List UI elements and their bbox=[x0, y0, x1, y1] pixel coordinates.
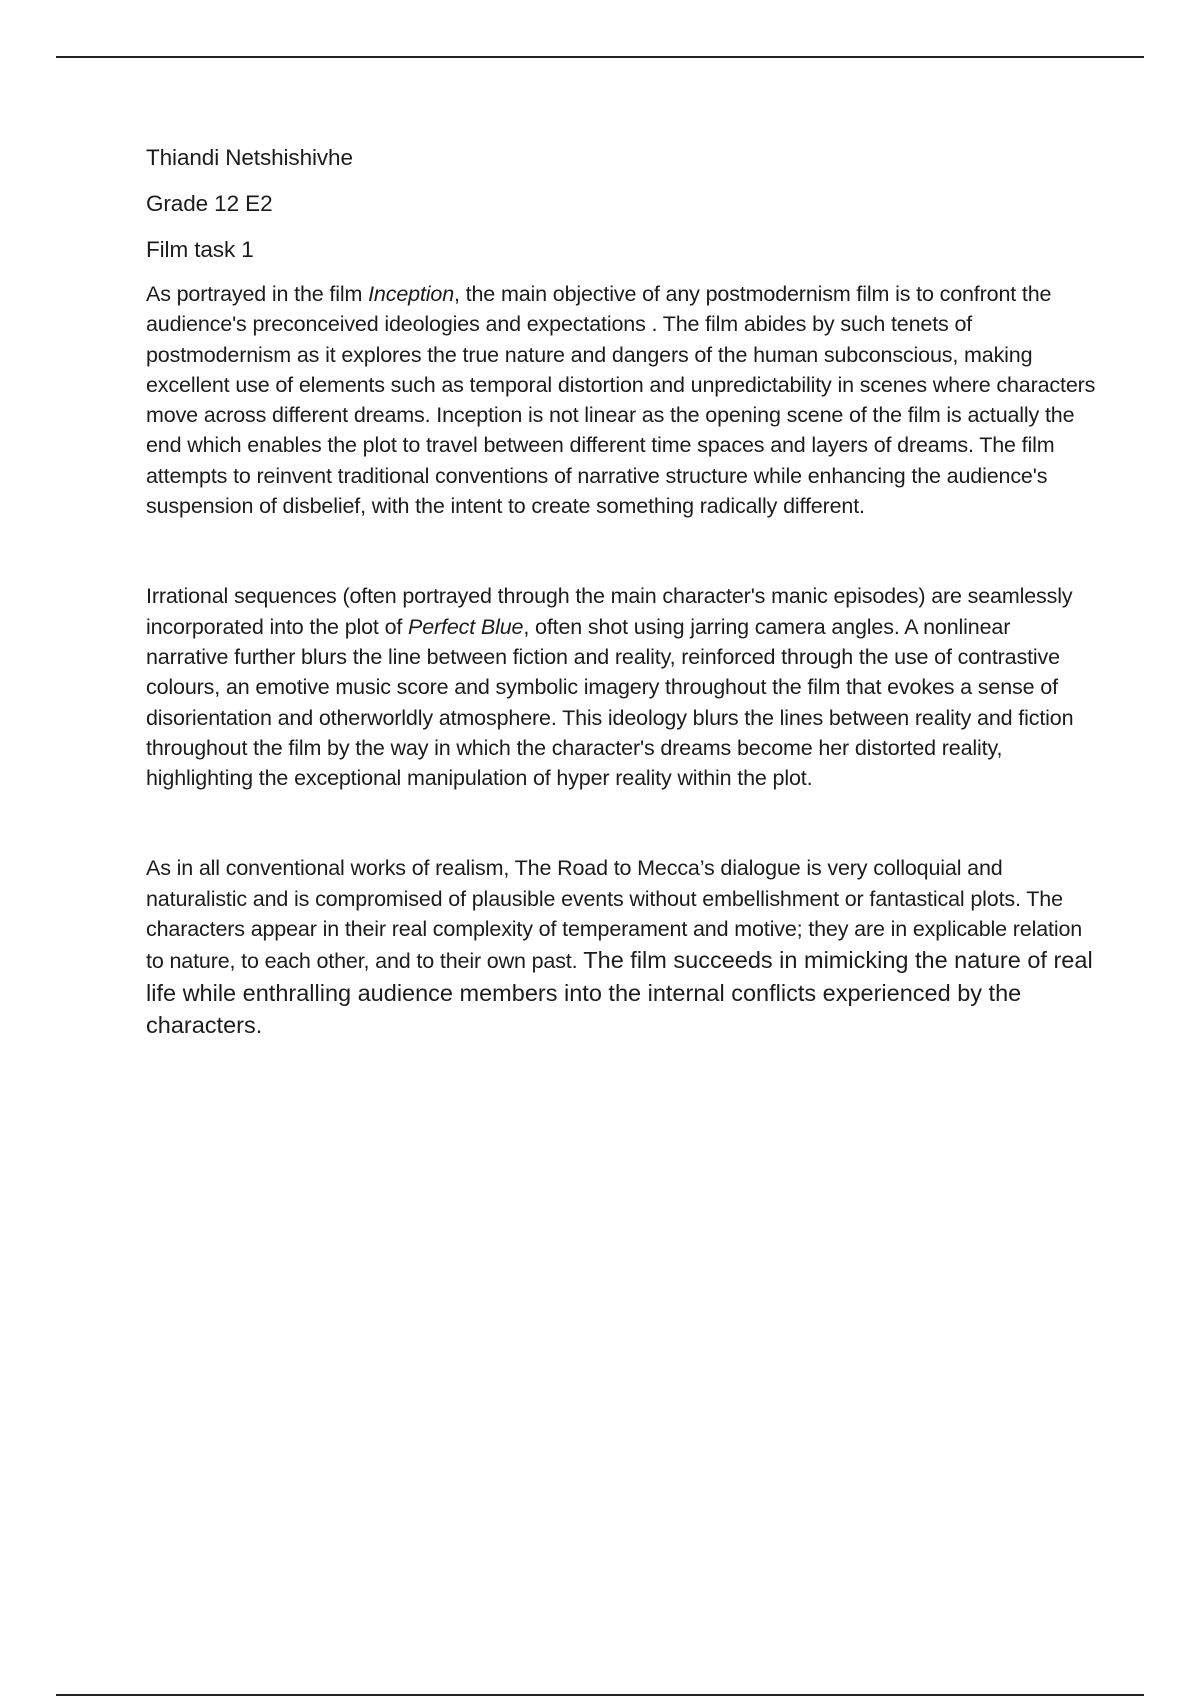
document-body bbox=[146, 143, 1096, 1041]
author-name: Thiandi Netshishivhe bbox=[146, 145, 353, 170]
paragraph-road-to-mecca-body: As in all conventional works of realism, The Road to Mecca’s dialogue is very colloquial and naturalistic and is compromised of plausible events without embellishment or fantastical plots. The characters appear in their real complexity of temperament and motive; they are in explicable relation to nature, to each other, and to their own past. bbox=[146, 856, 1083, 974]
film-title-inception: Inception bbox=[368, 282, 455, 306]
paragraph-perfect-blue bbox=[146, 581, 1096, 793]
paragraph-inception bbox=[146, 279, 1096, 521]
paragraph-inception-body: , the main objective of any postmodernism film is to confront the audience's preconceived ideologies and expectations . The film abides by such tenets of postmodernism as it explores the true nature and dangers of the human subconscious, making excellent use of elements such as temporal distortion and unpredictability in scenes where characters move across different dreams. Inception is not linear as the opening scene of the film is actually the end which enables the plot to travel between different time spaces and layers of dreams. The film attempts to reinvent traditional conventions of narrative structure while enhancing the audience's suspension of disbelief, with the intent to create something radically different. bbox=[146, 282, 1096, 519]
paragraph-perfect-blue-body: , often shot using jarring camera angles. A nonlinear narrative further blurs the line between fiction and reality, reinforced through the use of contrastive colours, an emotive music score and symbolic imagery throughout the film that evokes a sense of disorientation and otherworldly atmosphere. This ideology blurs the lines between reality and fiction throughout the film by the way in which the character's dreams become her distorted reality, highlighting the exceptional manipulation of hyper reality within the plot. bbox=[146, 614, 1074, 791]
paragraph-road-to-mecca bbox=[146, 853, 1096, 1041]
paragraph-inception-lead: As portrayed in the film bbox=[146, 282, 369, 306]
task-title: Film task 1 bbox=[146, 237, 254, 262]
grade-line: Grade 12 E2 bbox=[146, 191, 273, 216]
paragraph-perfect-blue-lead: Irrational sequences (often portrayed through the main character's manic episodes) are seamlessly incorporated into the plot of bbox=[146, 584, 1073, 639]
paragraph-road-to-mecca-closing: The film succeeds in mimicking the nature of real life while enthralling audience members into the internal conflicts experienced by the characters. bbox=[146, 947, 1093, 1038]
top-rule bbox=[56, 56, 1144, 58]
film-title-perfect-blue: Perfect Blue bbox=[408, 614, 524, 639]
bottom-rule bbox=[56, 1694, 1144, 1696]
